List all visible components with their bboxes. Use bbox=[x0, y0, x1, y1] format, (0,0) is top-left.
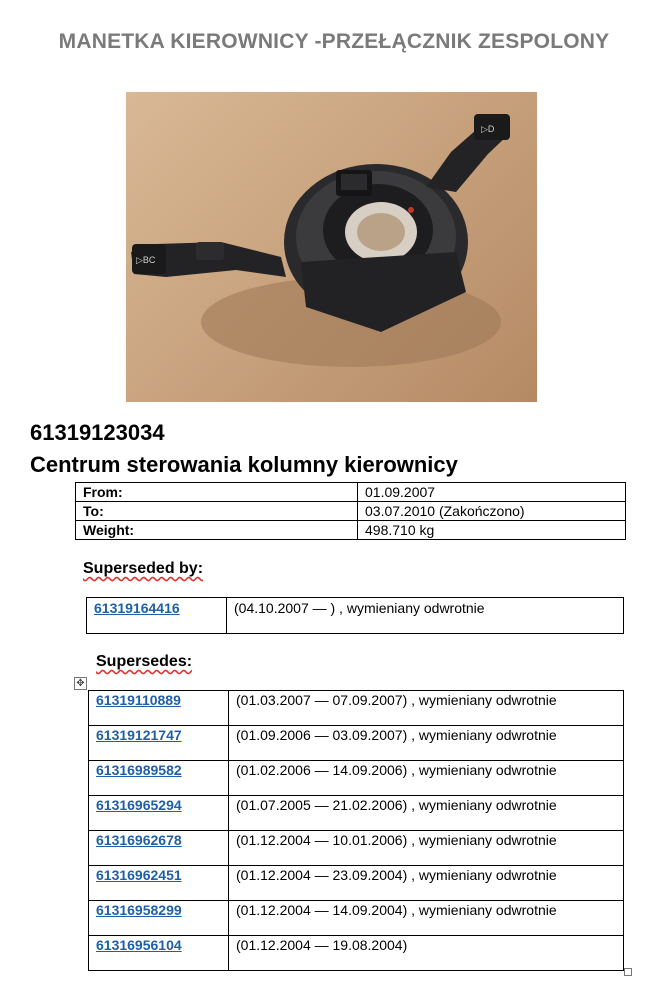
supersedes-table bbox=[88, 690, 624, 971]
part-desc: (01.12.2004 — 23.09.2004) , wymieniany odwrotnie bbox=[229, 866, 624, 901]
table-row bbox=[76, 502, 626, 521]
resize-handle-icon[interactable] bbox=[624, 968, 632, 976]
table-row bbox=[89, 901, 624, 936]
part-name: Centrum sterowania kolumny kierownicy bbox=[30, 452, 458, 477]
part-link[interactable]: 61319164416 bbox=[94, 600, 180, 616]
part-link[interactable]: 61316958299 bbox=[96, 902, 182, 918]
info-value: 01.09.2007 bbox=[358, 483, 626, 502]
part-desc: (01.12.2004 — 19.08.2004) bbox=[229, 936, 624, 971]
table-row bbox=[89, 726, 624, 761]
table-row bbox=[87, 598, 624, 634]
table-row bbox=[76, 521, 626, 540]
part-desc: (01.09.2006 — 03.09.2007) , wymieniany odwrotnie bbox=[229, 726, 624, 761]
right-stalk-label: ▷D bbox=[481, 124, 495, 134]
superseded-by-heading: Superseded by: bbox=[83, 560, 204, 577]
document-title: MANETKA KIEROWNICY -PRZEŁĄCZNIK ZESPOLONY bbox=[58, 30, 610, 53]
table-row bbox=[89, 691, 624, 726]
part-number: 61319123034 bbox=[30, 420, 165, 445]
part-desc: (04.10.2007 — ) , wymieniany odwrotnie bbox=[227, 598, 624, 634]
superseded-by-table bbox=[86, 597, 624, 634]
part-desc: (01.07.2005 — 21.02.2006) , wymieniany odwrotnie bbox=[229, 796, 624, 831]
steering-column-switch-image bbox=[126, 92, 537, 402]
info-value: 498.710 kg bbox=[358, 521, 626, 540]
part-desc: (01.02.2006 — 14.09.2006) , wymieniany odwrotnie bbox=[229, 761, 624, 796]
part-link[interactable]: 61316989582 bbox=[96, 762, 182, 778]
product-photo bbox=[126, 92, 537, 402]
part-desc: (01.12.2004 — 14.09.2004) , wymieniany odwrotnie bbox=[229, 901, 624, 936]
table-row bbox=[89, 866, 624, 901]
part-link[interactable]: 61319110889 bbox=[96, 692, 181, 708]
info-label: To: bbox=[76, 502, 358, 521]
info-table bbox=[75, 482, 626, 540]
table-row bbox=[89, 761, 624, 796]
supersedes-heading: Supersedes: bbox=[96, 653, 193, 670]
info-label: From: bbox=[76, 483, 358, 502]
part-link[interactable]: 61316962451 bbox=[96, 867, 182, 883]
table-row bbox=[89, 936, 624, 971]
part-link[interactable]: 61316965294 bbox=[96, 797, 182, 813]
table-row bbox=[89, 796, 624, 831]
left-stalk-label: ▷BC bbox=[136, 255, 156, 265]
part-desc: (01.03.2007 — 07.09.2007) , wymieniany odwrotnie bbox=[229, 691, 624, 726]
info-value: 03.07.2010 (Zakończono) bbox=[358, 502, 626, 521]
move-handle-icon[interactable]: ✥ bbox=[74, 677, 87, 690]
table-row bbox=[89, 831, 624, 866]
part-link[interactable]: 61319121747 bbox=[96, 727, 182, 743]
table-row bbox=[76, 483, 626, 502]
part-link[interactable]: 61316962678 bbox=[96, 832, 182, 848]
part-link[interactable]: 61316956104 bbox=[96, 937, 182, 953]
info-label: Weight: bbox=[76, 521, 358, 540]
part-desc: (01.12.2004 — 10.01.2006) , wymieniany odwrotnie bbox=[229, 831, 624, 866]
